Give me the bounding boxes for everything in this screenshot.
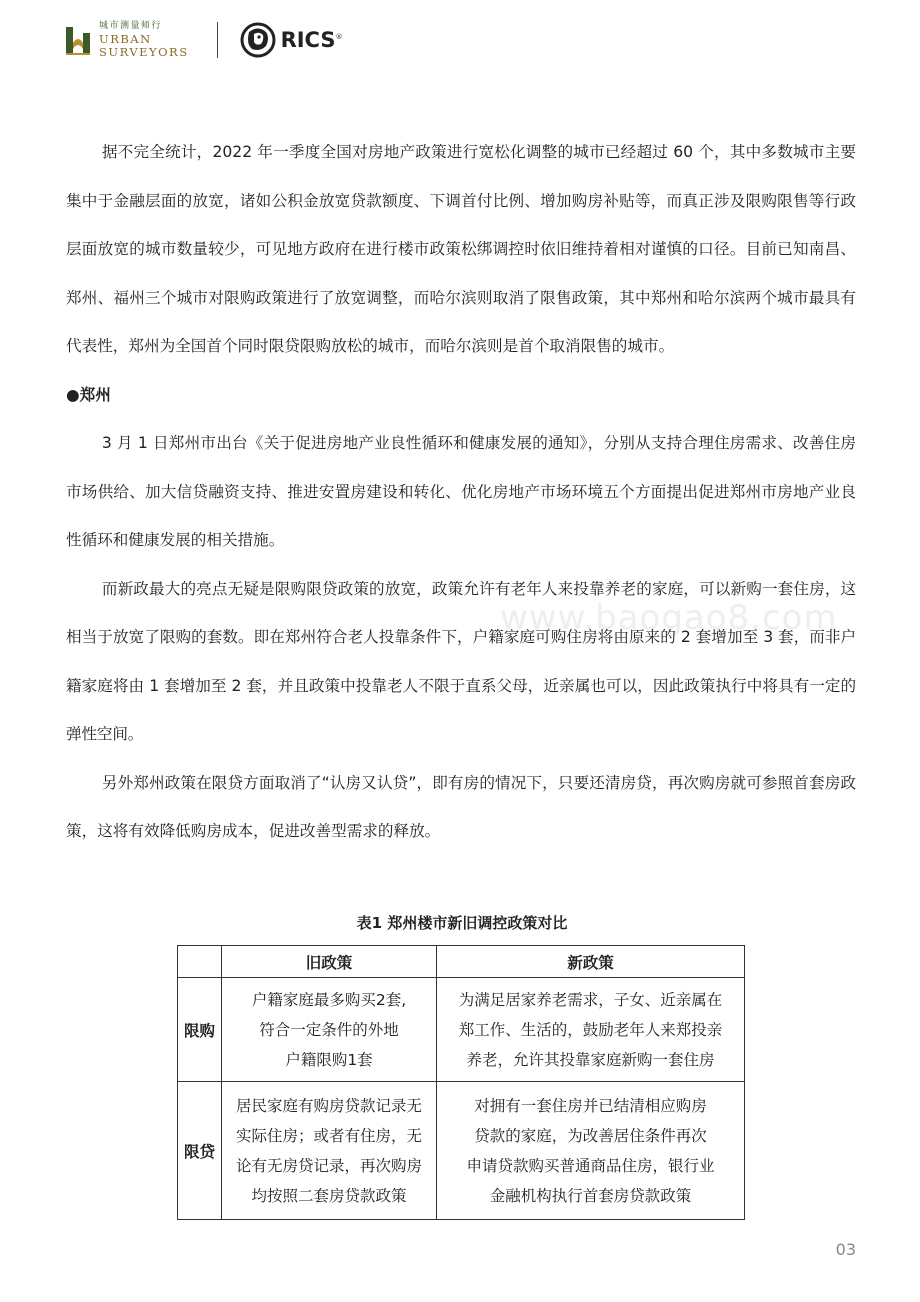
rics-lion-logo-icon	[240, 22, 276, 58]
table-header-old: 旧政策	[222, 946, 437, 978]
cell-line: 符合一定条件的外地	[259, 1020, 399, 1039]
old-policy-cell	[222, 1082, 437, 1220]
cell-line: 户籍限购1套	[285, 1050, 373, 1069]
zhengzhou-paragraph-2: 而新政最大的亮点无疑是限购限贷政策的放宽，政策允许有老年人来投靠养老的家庭，可以新购一套住房，这相当于放宽了限购的套数。即在郑州符合老人投靠条件下，户籍家庭可购住房将由原来的 2 套增加至 3 套，而非户籍家庭将由 1 套增加至 2 套，并且政策中投靠老人不限于直系父母，近亲属也可以，因此政策执行中将具有一定的弹性空间。	[66, 579, 856, 743]
row-label-loan-limit: 限贷	[178, 1082, 222, 1220]
table-header-row	[178, 946, 745, 978]
cell-line: 为满足居家养老需求，子女、近亲属在	[458, 990, 723, 1009]
cell-line: 金融机构执行首套房贷款政策	[489, 1186, 692, 1205]
page-content	[66, 128, 856, 856]
row-label-purchase-limit: 限购	[178, 978, 222, 1082]
cell-line: 养老，允许其投靠家庭新购一套住房	[466, 1050, 715, 1069]
header-divider	[217, 22, 218, 58]
table-row	[178, 978, 745, 1082]
table-row	[178, 1082, 745, 1220]
table-caption: 表1 郑州楼市新旧调控政策对比	[356, 914, 568, 932]
cell-line: 申请贷款购买普通商品住房，银行业	[466, 1156, 715, 1175]
logo-en-line1: URBAN	[99, 31, 152, 46]
cell-line: 居民家庭有购房贷款记录无	[235, 1096, 422, 1115]
cell-line: 论有无房贷记录，再次购房	[235, 1156, 422, 1175]
new-policy-cell	[437, 978, 745, 1082]
policy-comparison-table	[177, 945, 745, 1220]
urban-surveyors-wordmark	[99, 22, 189, 59]
logo-cn-text: 城市测量师行	[99, 20, 163, 31]
old-policy-cell	[222, 978, 437, 1082]
zhengzhou-paragraph-1: 3 月 1 日郑州市出台《关于促进房地产业良性循环和健康发展的通知》，分别从支持合理住房需求、改善住房市场供给、加大信贷融资支持、推进安置房建设和转化、优化房地产市场环境五个方面提出促进郑州市房地产业良性循环和健康发展的相关措施。	[66, 434, 856, 549]
rics-text: RICS	[280, 28, 336, 52]
zhengzhou-paragraph-3: 另外郑州政策在限贷方面取消了“认房又认贷”，即有房的情况下，只要还清房贷，再次购房就可参照首套房政策，这将有效降低购房成本，促进改善型需求的释放。	[66, 773, 856, 840]
section-heading-zhengzhou: ●郑州	[66, 385, 111, 404]
page-header	[66, 18, 343, 62]
rics-wordmark: RICS®	[280, 28, 343, 52]
table-header-new: 新政策	[437, 946, 745, 978]
cell-line: 郑工作、生活的，鼓励老年人来郑投亲	[458, 1020, 723, 1039]
urban-surveyors-logo-icon	[66, 23, 92, 57]
cell-line: 贷款的家庭，为改善居住条件再次	[474, 1126, 707, 1145]
page-number: 03	[835, 1240, 856, 1259]
intro-paragraph: 据不完全统计，2022 年一季度全国对房地产政策进行宽松化调整的城市已经超过 60 个，其中多数城市主要集中于金融层面的放宽，诸如公积金放宽贷款额度、下调首付比例、增加购房补贴等，而真正涉及限购限售等行政层面放宽的城市数量较少，可见地方政府在进行楼市政策松绑调控时依旧维持着相对谨慎的口径。目前已知南昌、郑州、福州三个城市对限购政策进行了放宽调整，而哈尔滨则取消了限售政策，其中郑州和哈尔滨两个城市最具有代表性，郑州为全国首个同时限贷限购放松的城市，而哈尔滨则是首个取消限售的城市。	[66, 143, 856, 355]
watermark: www.baogao8.com	[500, 598, 838, 638]
cell-line: 实际住房；或者有住房，无	[235, 1126, 422, 1145]
cell-line: 户籍家庭最多购买2套,	[251, 990, 407, 1009]
cell-line: 对拥有一套住房并已结清相应购房	[474, 1096, 707, 1115]
cell-line: 均按照二套房贷款政策	[251, 1186, 407, 1205]
logo-en-line2: SURVEYORS	[99, 45, 189, 59]
table-header-empty	[178, 946, 222, 978]
new-policy-cell	[437, 1082, 745, 1220]
